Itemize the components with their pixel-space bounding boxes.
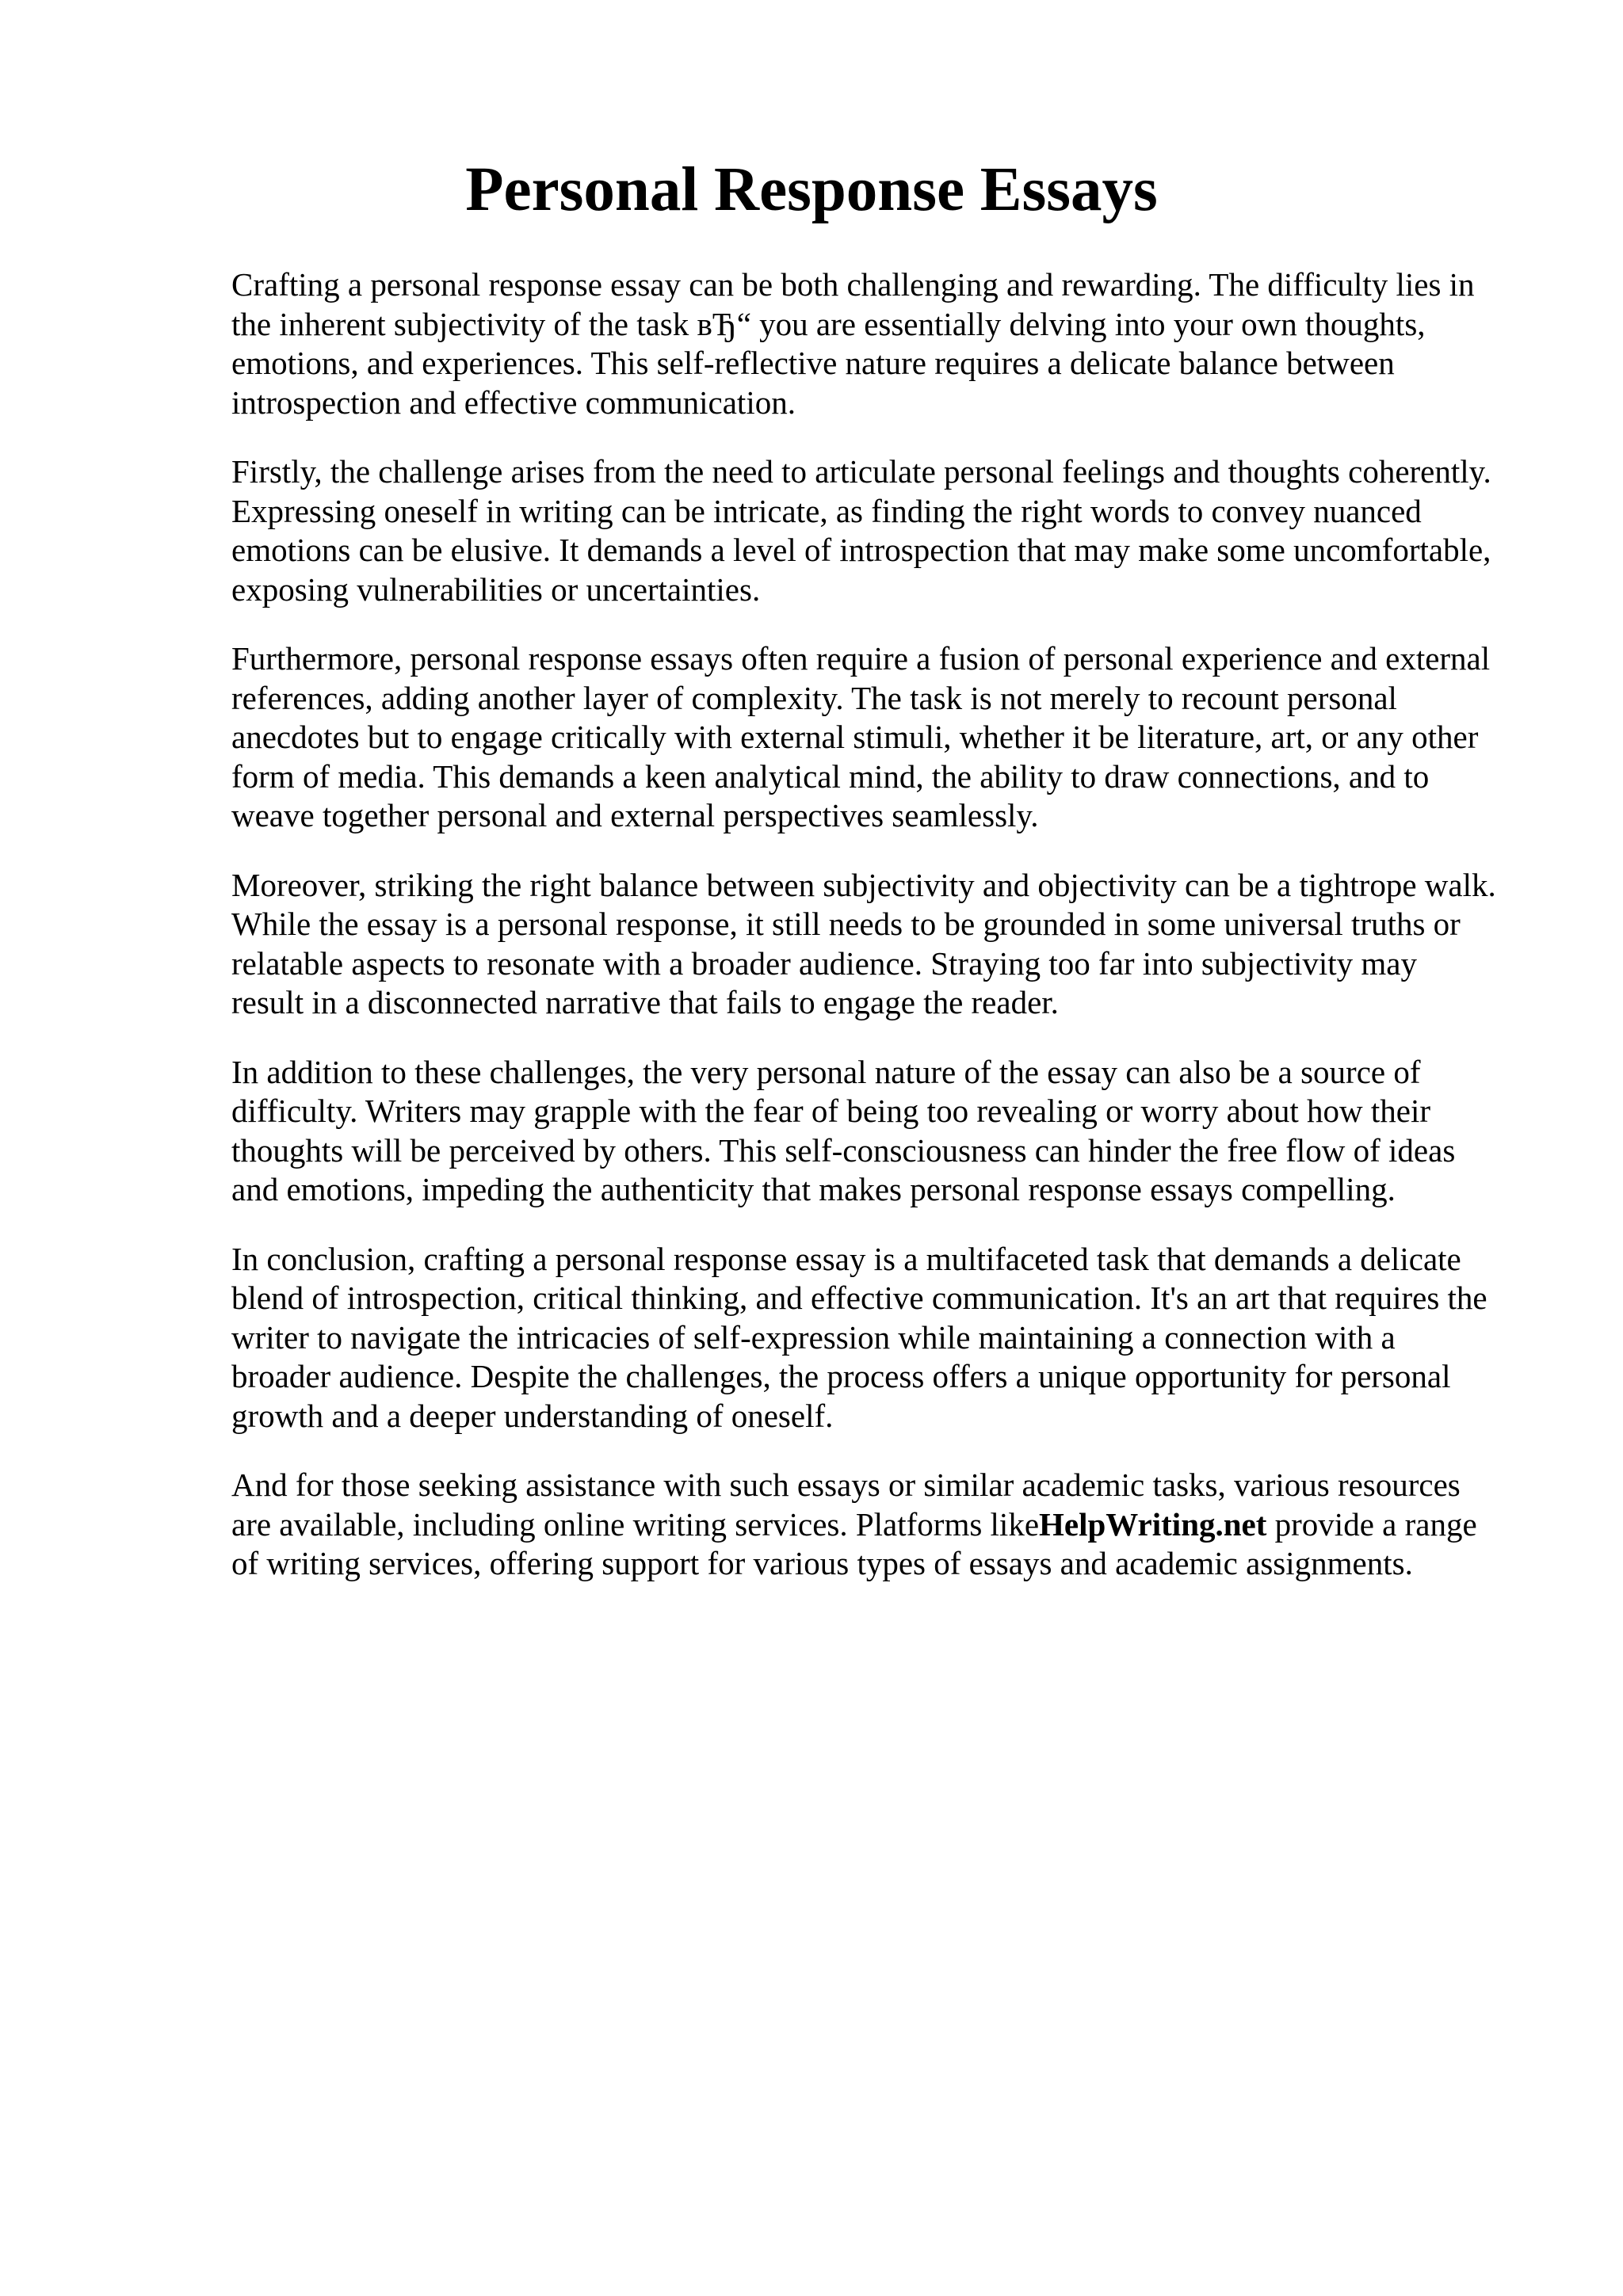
text-line: emotions, and experiences. This self-reflective nature requires a delicate balance between <box>231 345 1395 381</box>
text-line: and emotions, impeding the authenticity that makes personal response essays compelling. <box>231 1171 1396 1207</box>
text-line: broader audience. Despite the challenges, the process offers a unique opportunity for personal <box>231 1358 1451 1394</box>
paragraph-furthermore <box>231 639 1531 836</box>
text-line: In conclusion, crafting a personal response essay is a multifaceted task that demands a delicate <box>231 1240 1461 1277</box>
text-line: references, adding another layer of complexity. The task is not merely to recount personal <box>231 679 1397 716</box>
helpwriting-link[interactable]: HelpWriting.net <box>1039 1505 1267 1543</box>
text-segment: are available, including online writing services. Platforms like <box>231 1505 1040 1543</box>
text-line: Moreover, striking the right balance between subjectivity and objectivity can be a tightrope walk. <box>231 866 1496 903</box>
text-line: exposing vulnerabilities or uncertainties. <box>231 570 761 608</box>
text-line: writer to navigate the intricacies of self-expression while maintaining a connection with a <box>231 1318 1396 1356</box>
text-line-with-link <box>231 1505 1531 1545</box>
text-line: Furthermore, personal response essays often require a fusion of personal experience and external <box>231 640 1491 677</box>
text-line: difficulty. Writers may grapple with the fear of being too revealing or worry about how their <box>231 1093 1430 1129</box>
text-line: of writing services, offering support for various types of essays and academic assignments. <box>231 1545 1413 1581</box>
text-segment: provide a range <box>1266 1505 1477 1543</box>
text-line: emotions can be elusive. It demands a level of introspection that may make some uncomfortable, <box>231 532 1491 568</box>
paragraph-in-addition <box>231 1053 1531 1210</box>
text-line: result in a disconnected narrative that fails to engage the reader. <box>231 984 1059 1020</box>
text-line: In addition to these challenges, the very personal nature of the essay can also be a source of <box>231 1053 1421 1090</box>
text-line: And for those seeking assistance with such essays or similar academic tasks, various resources <box>231 1466 1461 1503</box>
paragraph-moreover <box>231 866 1531 1023</box>
page-title: Personal Response Essays <box>465 155 1158 224</box>
text-line: relatable aspects to resonate with a broader audience. Straying too far into subjectivity may <box>231 944 1417 982</box>
text-line: Firstly, the challenge arises from the need to articulate personal feelings and thoughts coherently. <box>231 453 1491 490</box>
text-line: form of media. This demands a keen analytical mind, the ability to draw connections, and to <box>231 757 1430 795</box>
text-line: thoughts will be perceived by others. This self-consciousness can hinder the free flow of ideas <box>231 1131 1456 1169</box>
text-line: blend of introspection, critical thinking, and effective communication. It's an art that requires the <box>231 1280 1487 1316</box>
paragraph-intro <box>231 265 1531 422</box>
essay-body <box>231 265 1531 1614</box>
paragraph-firstly <box>231 452 1531 609</box>
text-line: Crafting a personal response essay can be both challenging and rewarding. The difficulty lies in <box>231 266 1475 303</box>
text-line: growth and a deeper understanding of oneself. <box>231 1397 834 1434</box>
paragraph-assistance <box>231 1466 1531 1584</box>
paragraph-conclusion <box>231 1240 1531 1436</box>
text-line: Expressing oneself in writing can be intricate, as finding the right words to convey nuanced <box>231 492 1422 529</box>
text-line: While the essay is a personal response, it still needs to be grounded in some universal truths or <box>231 906 1461 942</box>
text-line: introspection and effective communication. <box>231 383 796 421</box>
text-line: weave together personal and external perspectives seamlessly. <box>231 797 1039 833</box>
text-line: anecdotes but to engage critically with external stimuli, whether it be literature, art, or any other <box>231 719 1479 755</box>
text-line: the inherent subjectivity of the task вЂ“ you are essentially delving into your own thoughts, <box>231 305 1426 342</box>
